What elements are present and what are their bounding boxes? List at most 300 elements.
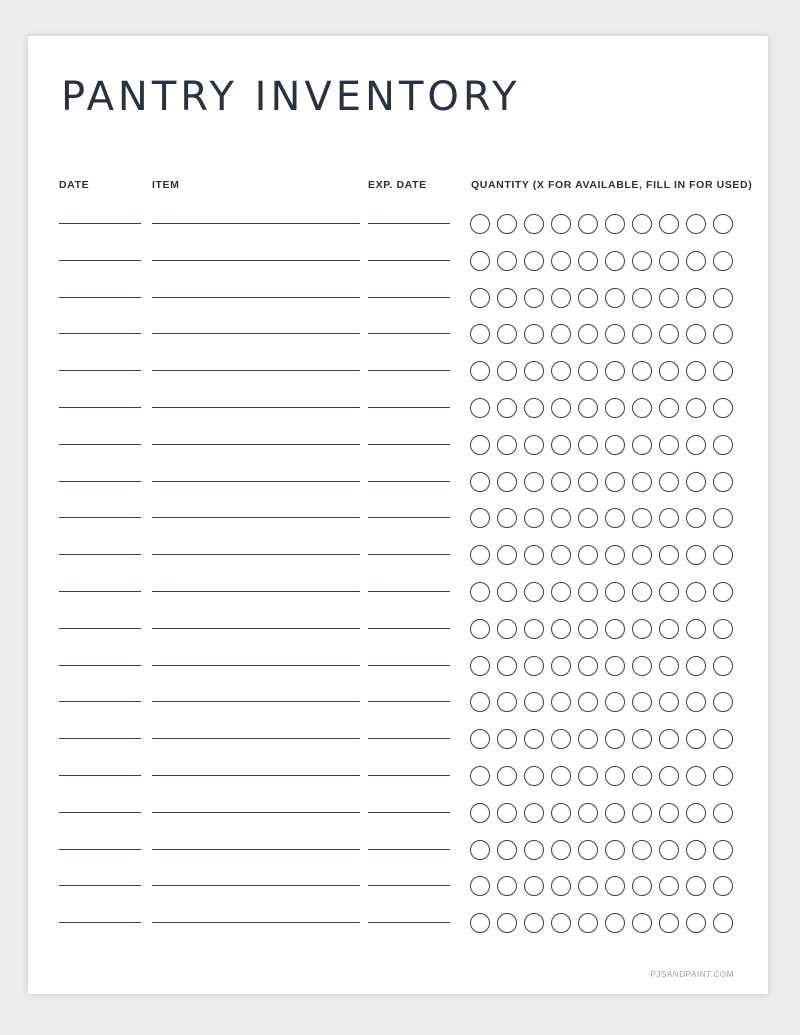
quantity-circle[interactable] [686, 472, 706, 492]
quantity-circle[interactable] [605, 692, 625, 712]
quantity-circle[interactable] [659, 398, 679, 418]
quantity-circle[interactable] [713, 729, 733, 749]
quantity-circle[interactable] [524, 545, 544, 565]
quantity-circle[interactable] [524, 508, 544, 528]
quantity-circle[interactable] [713, 472, 733, 492]
inventory-sheet [28, 36, 768, 994]
table-row [28, 752, 768, 776]
exp-date-field[interactable] [368, 297, 450, 298]
quantity-circle[interactable] [632, 472, 652, 492]
quantity-circle[interactable] [686, 398, 706, 418]
quantity-circle[interactable] [713, 582, 733, 602]
table-row [28, 384, 768, 408]
quantity-circle[interactable] [605, 840, 625, 860]
quantity-circle[interactable] [605, 656, 625, 676]
exp-date-field[interactable] [368, 665, 450, 666]
quantity-circle[interactable] [524, 729, 544, 749]
quantity-circle[interactable] [551, 619, 571, 639]
quantity-circle[interactable] [578, 803, 598, 823]
quantity-circle[interactable] [470, 214, 490, 234]
quantity-circle[interactable] [605, 324, 625, 344]
quantity-circle[interactable] [605, 582, 625, 602]
date-field[interactable] [59, 333, 141, 334]
quantity-circle[interactable] [497, 472, 517, 492]
column-header-exp-date: EXP. DATE [368, 179, 427, 191]
item-field[interactable] [152, 407, 360, 408]
quantity-circle[interactable] [470, 692, 490, 712]
table-row [28, 789, 768, 813]
quantity-circle[interactable] [632, 913, 652, 933]
item-field[interactable] [152, 849, 360, 850]
quantity-circle[interactable] [605, 913, 625, 933]
table-row [28, 200, 768, 224]
date-field[interactable] [59, 297, 141, 298]
exp-date-field[interactable] [368, 849, 450, 850]
date-field[interactable] [59, 885, 141, 886]
quantity-circle[interactable] [713, 288, 733, 308]
quantity-circle[interactable] [578, 913, 598, 933]
quantity-circle[interactable] [713, 876, 733, 896]
footer-website: PJSANDPAINT.COM [650, 970, 734, 979]
quantity-circle[interactable] [470, 766, 490, 786]
quantity-circle[interactable] [470, 582, 490, 602]
item-field[interactable] [152, 701, 360, 702]
quantity-circle[interactable] [659, 361, 679, 381]
table-row [28, 310, 768, 334]
quantity-circle[interactable] [551, 803, 571, 823]
quantity-circle[interactable] [659, 545, 679, 565]
quantity-circle[interactable] [605, 214, 625, 234]
quantity-circle[interactable] [497, 913, 517, 933]
item-field[interactable] [152, 885, 360, 886]
quantity-circle[interactable] [578, 361, 598, 381]
exp-date-field[interactable] [368, 223, 450, 224]
quantity-circle[interactable] [524, 288, 544, 308]
quantity-circle[interactable] [659, 435, 679, 455]
column-header-quantity: QUANTITY (X FOR AVAILABLE, FILL IN FOR USED) [471, 179, 753, 191]
item-field[interactable] [152, 444, 360, 445]
quantity-circle[interactable] [713, 251, 733, 271]
quantity-circle[interactable] [551, 251, 571, 271]
quantity-circle[interactable] [632, 766, 652, 786]
quantity-circle[interactable] [713, 656, 733, 676]
quantity-circle[interactable] [659, 472, 679, 492]
quantity-circle[interactable] [497, 766, 517, 786]
quantity-circle[interactable] [659, 876, 679, 896]
quantity-circle[interactable] [497, 582, 517, 602]
quantity-circle[interactable] [605, 472, 625, 492]
quantity-circles [470, 545, 733, 565]
date-field[interactable] [59, 444, 141, 445]
quantity-circle[interactable] [686, 361, 706, 381]
quantity-circle[interactable] [713, 545, 733, 565]
quantity-circle[interactable] [686, 729, 706, 749]
quantity-circle[interactable] [551, 545, 571, 565]
quantity-circle[interactable] [551, 840, 571, 860]
exp-date-field[interactable] [368, 922, 450, 923]
date-field[interactable] [59, 849, 141, 850]
column-header-date: DATE [59, 179, 90, 191]
quantity-circle[interactable] [659, 766, 679, 786]
quantity-circle[interactable] [713, 619, 733, 639]
quantity-circle[interactable] [524, 656, 544, 676]
quantity-circles [470, 876, 733, 896]
quantity-circle[interactable] [686, 508, 706, 528]
quantity-circle[interactable] [551, 435, 571, 455]
quantity-circle[interactable] [470, 508, 490, 528]
quantity-circle[interactable] [578, 729, 598, 749]
quantity-circle[interactable] [659, 729, 679, 749]
quantity-circle[interactable] [497, 251, 517, 271]
date-field[interactable] [59, 738, 141, 739]
quantity-circle[interactable] [686, 840, 706, 860]
quantity-circle[interactable] [659, 214, 679, 234]
table-row [28, 568, 768, 592]
quantity-circle[interactable] [605, 361, 625, 381]
quantity-circle[interactable] [524, 324, 544, 344]
date-field[interactable] [59, 922, 141, 923]
quantity-circle[interactable] [578, 840, 598, 860]
quantity-circle[interactable] [578, 214, 598, 234]
quantity-circles [470, 361, 733, 381]
quantity-circle[interactable] [659, 913, 679, 933]
quantity-circle[interactable] [497, 840, 517, 860]
quantity-circles [470, 508, 733, 528]
table-row [28, 826, 768, 850]
table-row [28, 274, 768, 298]
quantity-circle[interactable] [659, 619, 679, 639]
quantity-circle[interactable] [632, 214, 652, 234]
quantity-circles [470, 840, 733, 860]
quantity-circle[interactable] [497, 214, 517, 234]
item-field[interactable] [152, 628, 360, 629]
quantity-circle[interactable] [686, 324, 706, 344]
quantity-circle[interactable] [686, 803, 706, 823]
quantity-circle[interactable] [713, 324, 733, 344]
quantity-circle[interactable] [713, 803, 733, 823]
quantity-circle[interactable] [578, 435, 598, 455]
quantity-circle[interactable] [713, 692, 733, 712]
table-row [28, 237, 768, 261]
quantity-circle[interactable] [659, 692, 679, 712]
quantity-circle[interactable] [659, 251, 679, 271]
quantity-circle[interactable] [713, 214, 733, 234]
quantity-circle[interactable] [686, 435, 706, 455]
quantity-circle[interactable] [632, 840, 652, 860]
quantity-circle[interactable] [524, 361, 544, 381]
quantity-circle[interactable] [632, 324, 652, 344]
quantity-circle[interactable] [605, 288, 625, 308]
quantity-circle[interactable] [578, 545, 598, 565]
exp-date-field[interactable] [368, 333, 450, 334]
exp-date-field[interactable] [368, 738, 450, 739]
quantity-circle[interactable] [605, 398, 625, 418]
quantity-circle[interactable] [713, 398, 733, 418]
quantity-circle[interactable] [686, 251, 706, 271]
date-field[interactable] [59, 591, 141, 592]
exp-date-field[interactable] [368, 628, 450, 629]
quantity-circle[interactable] [524, 251, 544, 271]
quantity-circle[interactable] [524, 398, 544, 418]
quantity-circle[interactable] [686, 913, 706, 933]
item-field[interactable] [152, 260, 360, 261]
exp-date-field[interactable] [368, 775, 450, 776]
table-row [28, 678, 768, 702]
quantity-circle[interactable] [524, 803, 544, 823]
date-field[interactable] [59, 223, 141, 224]
quantity-circle[interactable] [551, 582, 571, 602]
exp-date-field[interactable] [368, 591, 450, 592]
quantity-circle[interactable] [551, 876, 571, 896]
quantity-circle[interactable] [632, 803, 652, 823]
quantity-circle[interactable] [551, 508, 571, 528]
quantity-circle[interactable] [470, 251, 490, 271]
quantity-circle[interactable] [632, 545, 652, 565]
quantity-circle[interactable] [524, 619, 544, 639]
quantity-circle[interactable] [659, 582, 679, 602]
quantity-circle[interactable] [578, 692, 598, 712]
exp-date-field[interactable] [368, 701, 450, 702]
date-field[interactable] [59, 554, 141, 555]
quantity-circle[interactable] [470, 619, 490, 639]
item-field[interactable] [152, 591, 360, 592]
quantity-circle[interactable] [713, 361, 733, 381]
quantity-circle[interactable] [470, 876, 490, 896]
quantity-circle[interactable] [713, 435, 733, 455]
quantity-circles [470, 582, 733, 602]
quantity-circle[interactable] [470, 656, 490, 676]
quantity-circles [470, 692, 733, 712]
quantity-circle[interactable] [497, 619, 517, 639]
date-field[interactable] [59, 665, 141, 666]
quantity-circle[interactable] [713, 508, 733, 528]
quantity-circle[interactable] [659, 508, 679, 528]
item-field[interactable] [152, 333, 360, 334]
quantity-circle[interactable] [659, 324, 679, 344]
quantity-circle[interactable] [578, 766, 598, 786]
quantity-circles [470, 729, 733, 749]
quantity-circle[interactable] [578, 472, 598, 492]
quantity-circle[interactable] [659, 840, 679, 860]
quantity-circle[interactable] [524, 435, 544, 455]
quantity-circle[interactable] [632, 508, 652, 528]
item-field[interactable] [152, 481, 360, 482]
item-field[interactable] [152, 370, 360, 371]
quantity-circle[interactable] [605, 876, 625, 896]
quantity-circle[interactable] [605, 803, 625, 823]
item-field[interactable] [152, 665, 360, 666]
quantity-circle[interactable] [659, 288, 679, 308]
quantity-circles [470, 251, 733, 271]
quantity-circle[interactable] [497, 324, 517, 344]
quantity-circle[interactable] [524, 692, 544, 712]
quantity-circle[interactable] [605, 251, 625, 271]
quantity-circle[interactable] [470, 803, 490, 823]
quantity-circle[interactable] [551, 398, 571, 418]
quantity-circle[interactable] [578, 876, 598, 896]
quantity-circle[interactable] [497, 288, 517, 308]
quantity-circle[interactable] [551, 361, 571, 381]
quantity-circle[interactable] [524, 876, 544, 896]
item-field[interactable] [152, 922, 360, 923]
item-field[interactable] [152, 297, 360, 298]
quantity-circle[interactable] [524, 214, 544, 234]
table-row [28, 531, 768, 555]
table-row [28, 642, 768, 666]
quantity-circle[interactable] [551, 472, 571, 492]
quantity-circle[interactable] [497, 435, 517, 455]
date-field[interactable] [59, 260, 141, 261]
quantity-circle[interactable] [713, 913, 733, 933]
quantity-circle[interactable] [551, 656, 571, 676]
quantity-circle[interactable] [470, 398, 490, 418]
quantity-circle[interactable] [551, 288, 571, 308]
quantity-circle[interactable] [524, 582, 544, 602]
exp-date-field[interactable] [368, 885, 450, 886]
quantity-circle[interactable] [497, 876, 517, 896]
quantity-circle[interactable] [632, 361, 652, 381]
quantity-circle[interactable] [578, 656, 598, 676]
exp-date-field[interactable] [368, 554, 450, 555]
quantity-circle[interactable] [470, 361, 490, 381]
date-field[interactable] [59, 701, 141, 702]
quantity-circle[interactable] [632, 582, 652, 602]
quantity-circle[interactable] [470, 324, 490, 344]
date-field[interactable] [59, 812, 141, 813]
exp-date-field[interactable] [368, 812, 450, 813]
quantity-circle[interactable] [686, 692, 706, 712]
table-row [28, 458, 768, 482]
quantity-circle[interactable] [578, 251, 598, 271]
quantity-circle[interactable] [497, 656, 517, 676]
exp-date-field[interactable] [368, 407, 450, 408]
quantity-circle[interactable] [524, 472, 544, 492]
quantity-circle[interactable] [470, 472, 490, 492]
date-field[interactable] [59, 370, 141, 371]
quantity-circle[interactable] [470, 545, 490, 565]
quantity-circle[interactable] [551, 913, 571, 933]
quantity-circle[interactable] [632, 398, 652, 418]
quantity-circle[interactable] [632, 729, 652, 749]
quantity-circle[interactable] [632, 656, 652, 676]
quantity-circles [470, 324, 733, 344]
table-row [28, 715, 768, 739]
item-field[interactable] [152, 775, 360, 776]
exp-date-field[interactable] [368, 517, 450, 518]
inventory-rows [28, 36, 768, 994]
quantity-circle[interactable] [497, 729, 517, 749]
item-field[interactable] [152, 812, 360, 813]
quantity-circle[interactable] [632, 692, 652, 712]
quantity-circle[interactable] [686, 288, 706, 308]
quantity-circle[interactable] [632, 288, 652, 308]
quantity-circles [470, 656, 733, 676]
quantity-circles [470, 766, 733, 786]
quantity-circle[interactable] [497, 398, 517, 418]
quantity-circles [470, 472, 733, 492]
quantity-circle[interactable] [605, 545, 625, 565]
quantity-circle[interactable] [686, 545, 706, 565]
item-field[interactable] [152, 517, 360, 518]
quantity-circles [470, 214, 733, 234]
date-field[interactable] [59, 517, 141, 518]
quantity-circle[interactable] [578, 582, 598, 602]
quantity-circle[interactable] [713, 766, 733, 786]
quantity-circle[interactable] [470, 913, 490, 933]
item-field[interactable] [152, 738, 360, 739]
quantity-circle[interactable] [713, 840, 733, 860]
quantity-circle[interactable] [686, 876, 706, 896]
quantity-circle[interactable] [497, 361, 517, 381]
date-field[interactable] [59, 481, 141, 482]
quantity-circle[interactable] [470, 435, 490, 455]
quantity-circle[interactable] [686, 214, 706, 234]
quantity-circle[interactable] [578, 508, 598, 528]
exp-date-field[interactable] [368, 370, 450, 371]
quantity-circle[interactable] [632, 619, 652, 639]
quantity-circle[interactable] [470, 729, 490, 749]
item-field[interactable] [152, 223, 360, 224]
quantity-circle[interactable] [605, 435, 625, 455]
quantity-circles [470, 288, 733, 308]
table-row [28, 605, 768, 629]
table-row [28, 862, 768, 886]
quantity-circle[interactable] [497, 692, 517, 712]
quantity-circle[interactable] [578, 324, 598, 344]
quantity-circle[interactable] [551, 692, 571, 712]
exp-date-field[interactable] [368, 260, 450, 261]
quantity-circle[interactable] [497, 508, 517, 528]
quantity-circle[interactable] [632, 435, 652, 455]
quantity-circle[interactable] [551, 766, 571, 786]
quantity-circle[interactable] [686, 619, 706, 639]
date-field[interactable] [59, 407, 141, 408]
table-row [28, 494, 768, 518]
exp-date-field[interactable] [368, 444, 450, 445]
quantity-circle[interactable] [497, 545, 517, 565]
quantity-circle[interactable] [605, 729, 625, 749]
quantity-circle[interactable] [470, 840, 490, 860]
quantity-circle[interactable] [470, 288, 490, 308]
quantity-circle[interactable] [686, 582, 706, 602]
quantity-circle[interactable] [524, 913, 544, 933]
quantity-circle[interactable] [659, 803, 679, 823]
exp-date-field[interactable] [368, 481, 450, 482]
quantity-circle[interactable] [605, 766, 625, 786]
item-field[interactable] [152, 554, 360, 555]
date-field[interactable] [59, 775, 141, 776]
quantity-circle[interactable] [524, 766, 544, 786]
quantity-circle[interactable] [632, 251, 652, 271]
quantity-circle[interactable] [686, 656, 706, 676]
quantity-circle[interactable] [524, 840, 544, 860]
quantity-circle[interactable] [605, 619, 625, 639]
quantity-circle[interactable] [578, 288, 598, 308]
quantity-circle[interactable] [551, 214, 571, 234]
quantity-circle[interactable] [551, 729, 571, 749]
quantity-circle[interactable] [605, 508, 625, 528]
table-row [28, 421, 768, 445]
date-field[interactable] [59, 628, 141, 629]
quantity-circle[interactable] [632, 876, 652, 896]
quantity-circle[interactable] [578, 619, 598, 639]
quantity-circle[interactable] [497, 803, 517, 823]
quantity-circle[interactable] [659, 656, 679, 676]
quantity-circle[interactable] [578, 398, 598, 418]
quantity-circle[interactable] [686, 766, 706, 786]
quantity-circle[interactable] [551, 324, 571, 344]
column-header-item: ITEM [152, 179, 180, 191]
